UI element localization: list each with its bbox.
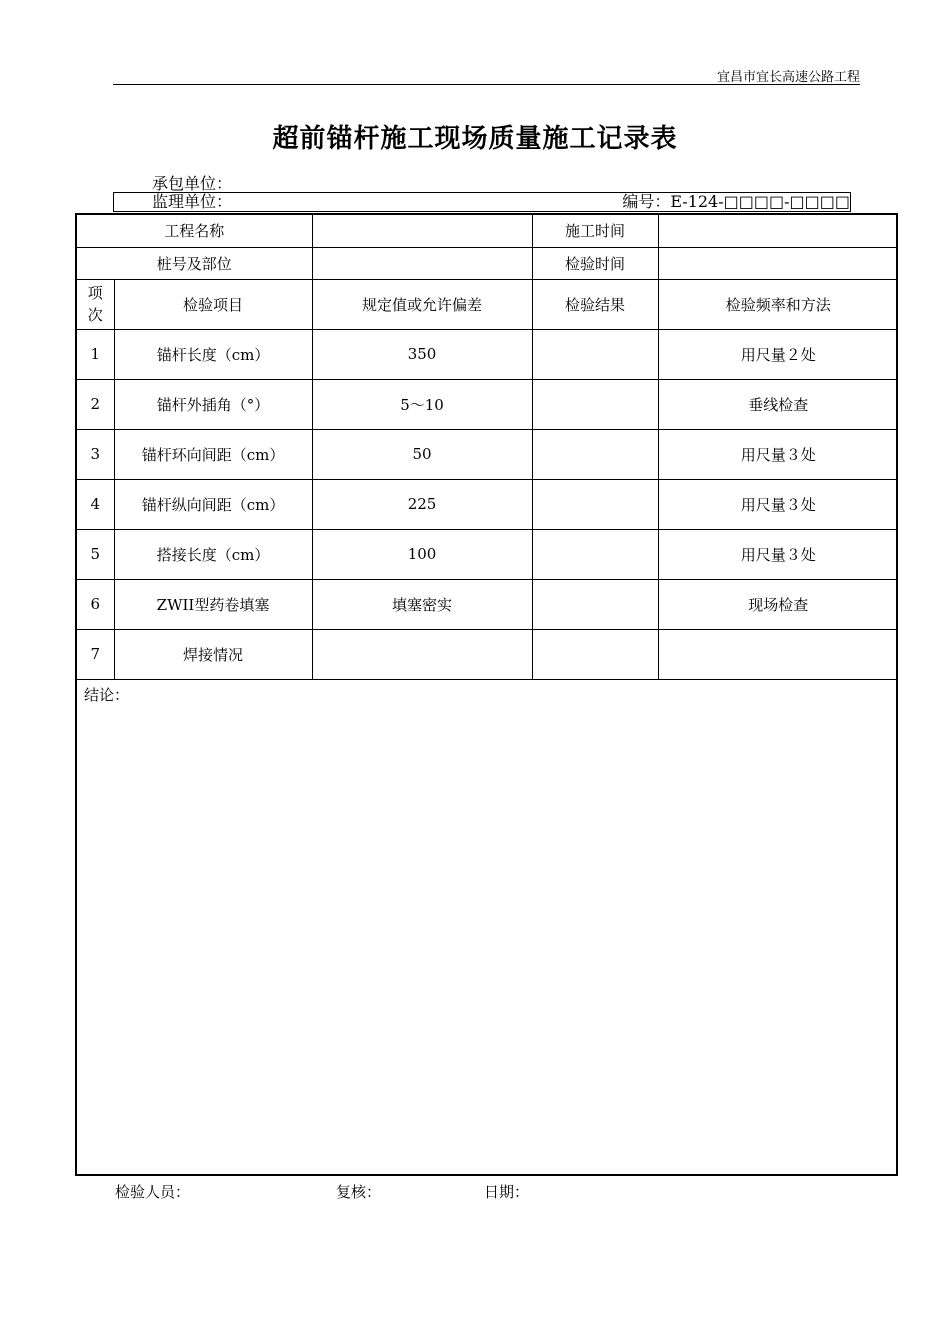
row-item: 锚杆纵向间距（cm） <box>114 479 312 529</box>
reviewer-label: 复核： <box>336 1183 382 1201</box>
col-header-no-text: 项次 <box>87 284 103 324</box>
row-no: 6 <box>77 579 114 629</box>
construction-time-value[interactable] <box>658 215 898 247</box>
row-spec: 5～10 <box>312 379 532 429</box>
table-row <box>77 329 898 379</box>
row-item: ZWII型药卷填塞 <box>114 579 312 629</box>
inspection-time-value[interactable] <box>658 247 898 279</box>
col-header-no <box>77 279 114 329</box>
inspector-label: 检验人员： <box>115 1183 191 1201</box>
row-spec: 50 <box>312 429 532 479</box>
inspection-time-label: 检验时间 <box>532 247 658 279</box>
row-item: 锚杆长度（cm） <box>114 329 312 379</box>
row-item: 锚杆环向间距（cm） <box>114 429 312 479</box>
row-spec: 225 <box>312 479 532 529</box>
row-spec: 100 <box>312 529 532 579</box>
contractor-label: 承包单位： <box>152 174 233 193</box>
row-no: 4 <box>77 479 114 529</box>
supervisor-label: 监理单位： <box>152 192 233 211</box>
col-header-item: 检验项目 <box>114 279 312 329</box>
row-result[interactable] <box>532 579 658 629</box>
table-row <box>77 479 898 529</box>
row-spec <box>312 629 532 679</box>
row-no: 3 <box>77 429 114 479</box>
row-spec: 350 <box>312 329 532 379</box>
row-result[interactable] <box>532 529 658 579</box>
station-value[interactable] <box>312 247 532 279</box>
row-result[interactable] <box>532 379 658 429</box>
row-no: 5 <box>77 529 114 579</box>
table-row <box>77 379 898 429</box>
row-result[interactable] <box>532 429 658 479</box>
form-code: 编号：E-124-□□□□-□□□□ <box>622 192 850 211</box>
col-header-result: 检验结果 <box>532 279 658 329</box>
header-project-name: 宜昌市宜长高速公路工程 <box>716 70 860 85</box>
header-divider <box>113 84 860 85</box>
row-method: 垂线检查 <box>658 379 898 429</box>
project-name-value[interactable] <box>312 215 532 247</box>
table-row <box>77 579 898 629</box>
date-label: 日期： <box>484 1183 530 1201</box>
project-name-label: 工程名称 <box>77 215 312 247</box>
row-method: 现场检查 <box>658 579 898 629</box>
table-header-row <box>77 279 898 329</box>
row-method: 用尺量３处 <box>658 529 898 579</box>
info-row-station <box>77 247 898 279</box>
col-header-method: 检验频率和方法 <box>658 279 898 329</box>
record-table <box>75 213 898 1176</box>
record-grid <box>77 215 898 680</box>
row-method: 用尺量２处 <box>658 329 898 379</box>
col-header-spec: 规定值或允许偏差 <box>312 279 532 329</box>
row-method: 用尺量３处 <box>658 479 898 529</box>
row-method <box>658 629 898 679</box>
row-no: 7 <box>77 629 114 679</box>
station-label: 桩号及部位 <box>77 247 312 279</box>
table-row <box>77 529 898 579</box>
row-no: 2 <box>77 379 114 429</box>
table-row <box>77 429 898 479</box>
row-item: 焊接情况 <box>114 629 312 679</box>
table-row <box>77 629 898 679</box>
row-item: 搭接长度（cm） <box>114 529 312 579</box>
row-method: 用尺量３处 <box>658 429 898 479</box>
row-result[interactable] <box>532 629 658 679</box>
construction-time-label: 施工时间 <box>532 215 658 247</box>
row-item: 锚杆外插角（°） <box>114 379 312 429</box>
info-row-project <box>77 215 898 247</box>
row-result[interactable] <box>532 329 658 379</box>
row-result[interactable] <box>532 479 658 529</box>
row-no: 1 <box>77 329 114 379</box>
row-spec: 填塞密实 <box>312 579 532 629</box>
page-title: 超前锚杆施工现场质量施工记录表 <box>272 124 678 154</box>
conclusion-label: 结论： <box>84 685 130 704</box>
